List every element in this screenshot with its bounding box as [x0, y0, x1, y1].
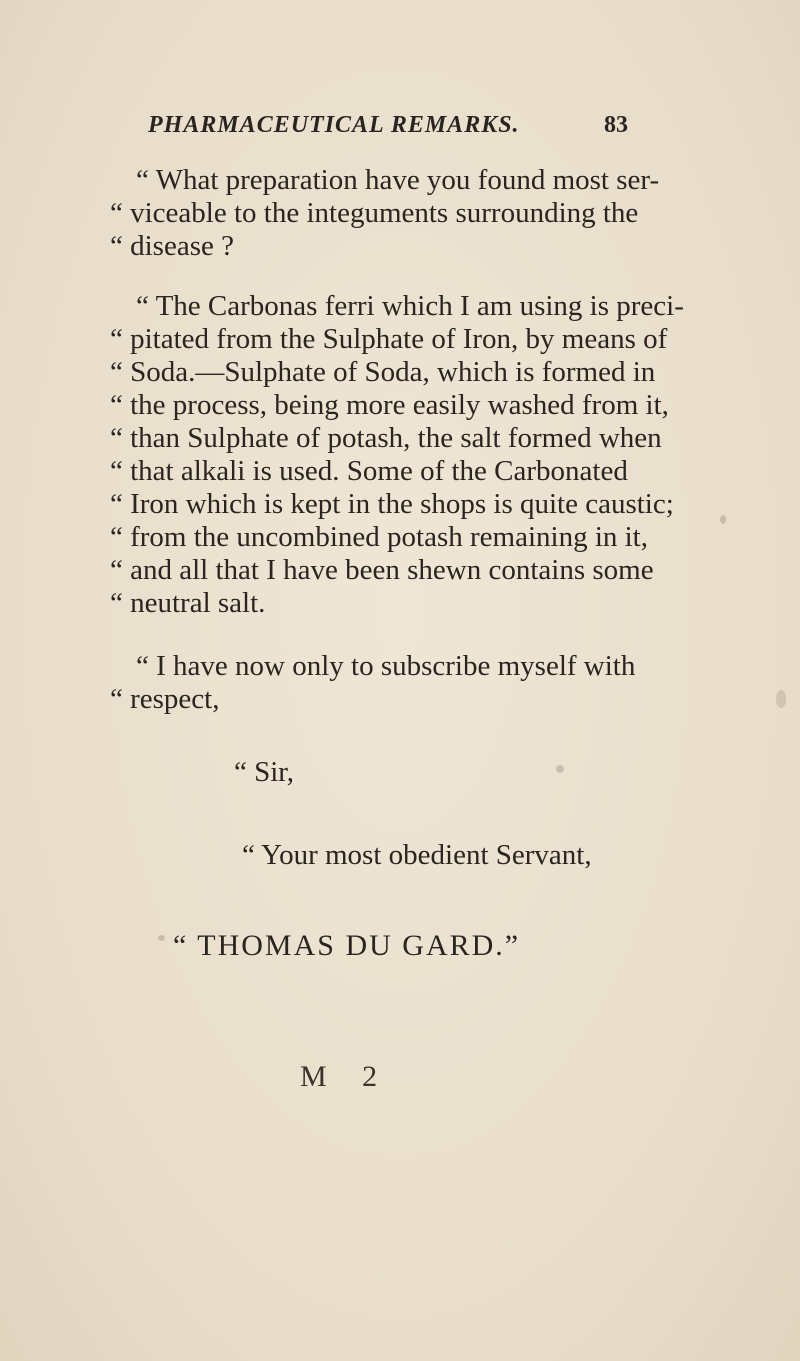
paper-speck [776, 690, 786, 708]
text-line: “ Soda.—Sulphate of Soda, which is formed in [110, 356, 656, 388]
valediction: “ Your most obedient Servant, [242, 839, 592, 871]
text-line: “ from the uncombined potash remaining in it, [110, 521, 648, 553]
text-line: “ I have now only to subscribe myself with [136, 650, 636, 682]
page-header [148, 112, 628, 152]
text-line: “ and all that I have been shewn contains some [110, 554, 654, 586]
signature: “ THOMAS DU GARD.” [173, 929, 521, 962]
text-line: “ pitated from the Sulphate of Iron, by means of [110, 323, 668, 355]
signature-mark: M 2 [300, 1060, 392, 1093]
paper-speck [720, 515, 726, 524]
paper-speck [158, 935, 165, 941]
text-line: “ The Carbonas ferri which I am using is preci- [136, 290, 684, 322]
salutation: “ Sir, [234, 756, 295, 788]
text-line: “ than Sulphate of potash, the salt formed when [110, 422, 662, 454]
text-line: “ respect, [110, 683, 220, 715]
text-line: “ that alkali is used. Some of the Carbonated [110, 455, 628, 487]
text-line: “ Iron which is kept in the shops is quite caustic; [110, 488, 674, 520]
text-line: “ the process, being more easily washed from it, [110, 389, 669, 421]
text-line: “ viceable to the integuments surrounding the [110, 197, 639, 229]
text-line: “ What preparation have you found most ser- [136, 164, 660, 196]
running-title: PHARMACEUTICAL REMARKS. [148, 112, 520, 138]
paper-speck [556, 765, 564, 773]
text-line: “ neutral salt. [110, 587, 266, 619]
text-line: “ disease ? [110, 230, 234, 262]
page-number: 83 [604, 112, 628, 138]
